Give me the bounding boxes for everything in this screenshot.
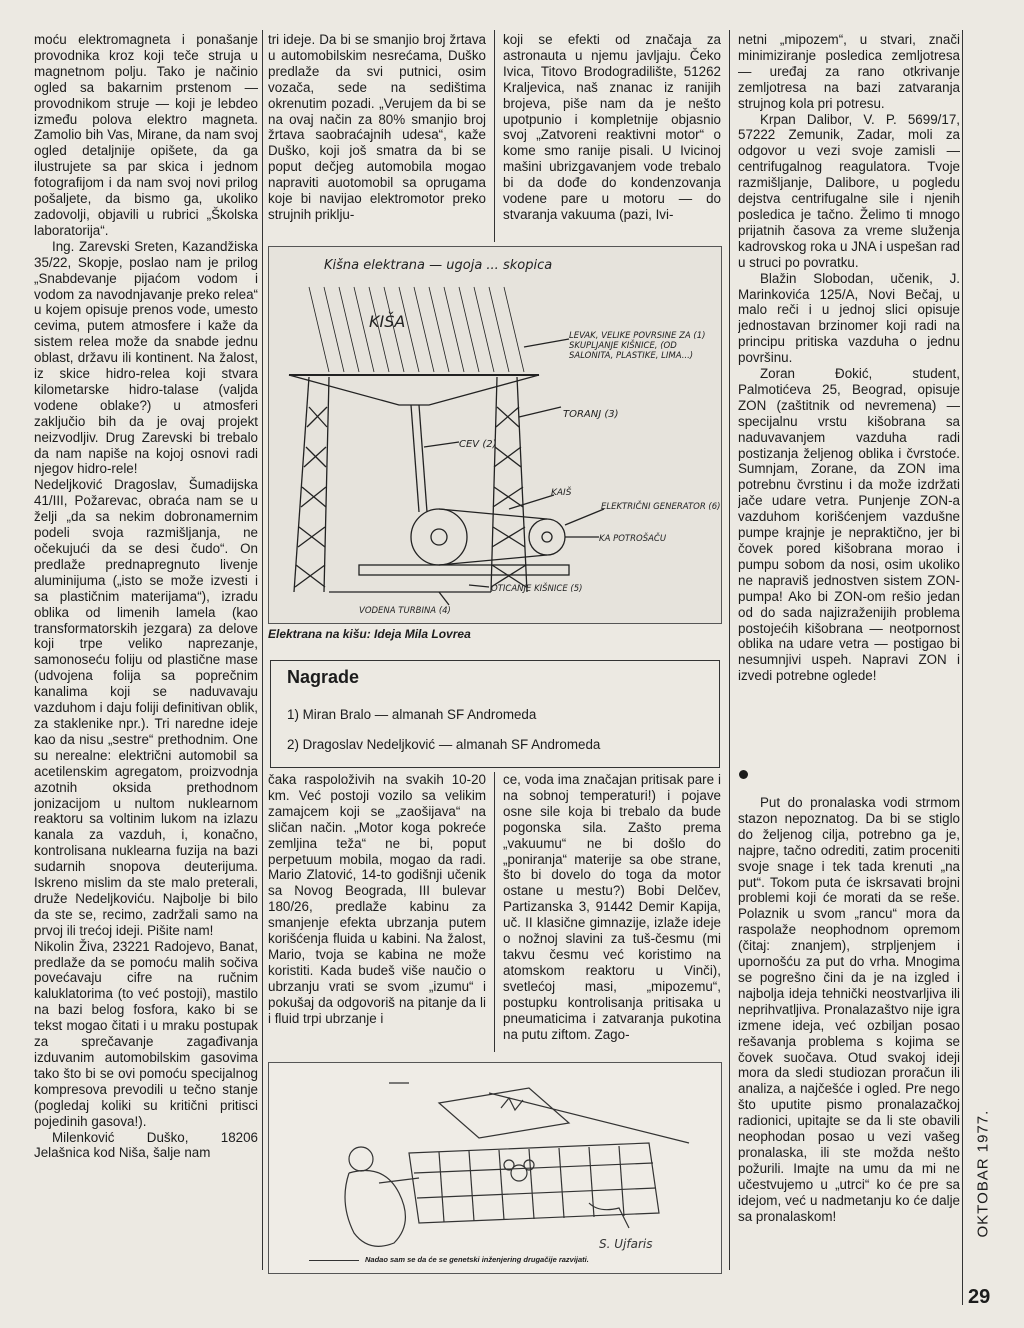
column-4-bottom <box>738 795 960 1305</box>
column-4-top <box>738 32 960 772</box>
sketch-title: Kišna elektrana — ugoja ... skopica <box>324 258 553 273</box>
label-pipe: CEV (2) <box>459 439 497 450</box>
column-2-top <box>268 32 486 242</box>
col1-para-4: Nikolin Živa, 23221 Radojevo, Banat, predlaže da se pomoću malih sočiva povećavaju cifre na ručnim kaluklatorima (to već postoji), mastilo na bazi belog fosfora, kako bi se tekst mogao čitati i u mraku postupak za sprečavanje zagađivanja izduvanim automobilskim gasovima tako što bi se ovi pomoću specijalnog kompresova prevodili u tečno stanje (pogledaj koliki su kritični pritisci pojedinih gasova!). <box>34 938 258 1129</box>
cartoon-signature: S. Ujfaris <box>599 1237 653 1251</box>
label-turbine: VODENA TURBINA (4) <box>359 606 451 616</box>
left-tower <box>294 377 329 592</box>
col1-para-1: moću elektromagneta i ponašanje provodnika kroz koji teče struja u magnetnom polju. Tako je načinio ogled sa bakarnim prstenom — provodnikom struje — koji je lebdeo između polova elektro magneta. Zamolio bih Vas, Mirane, da nam svoj ogled detaljnije opišete, da ga ilustrujete sa par skica i jednom fotografijom i da nam svoj novi prilog pošaljete, da bismo ga, ukoliko zadovolji, objavili u rubrici „Školska laboratorija“. <box>34 32 258 238</box>
sketch-drawing <box>269 247 721 623</box>
col1-para-2: Ing. Zarevski Sreten, Kazandžiska 35/22, Skopje, poslao nam je prilog „Snabdevanje pijaćom vodom i vodom za navodnjavanje preko relea“ u kojem opisuje prenos vode, umesto cevima, putem atmosfere i kaže da sistem relea može da snabde jednu oblast, državu ili kontinent. Na žalost, iz skice hidro-relea koji stvara kilometarske hidro-talase (valjda vodene oblake?) u atmosferi zaključio bih da je ovaj projekt neizvodljiv. Drug Zarevski bi trebalo da nam napiše na kojoj osnovi radi njegov hidro-rele! <box>34 238 258 477</box>
column-1 <box>34 32 258 1304</box>
column-3-bottom <box>503 772 721 1052</box>
turbine-wheel <box>411 509 467 565</box>
col1-para-3: Nedeljković Dragoslav, Šumadijska 41/III, Požarevac, obraća nam se u želji „da sa nekim dobronamernim podeli svoja razmišljanja, ne očekujući da se desi čudo“. On predlaže prednapregnuto livenje aluminijuma („isto se može izvesti i sa plastičnim materijama“), izradu oblika od limenih lamela (kao transformatorskih jezgara) za delove koji trpe veliko naprezanje, samonoseću foliju od plastične mase (udvojena folija sa poprečnim kanalima koji se naduvavaju vazduhom i daju foliji definitivan oblik, za staklenike npr.). Tri naredne ideje kao da nisu „sestre“ prethodnim. One su nerealne: električni automobil sa acetilenskim agregatom, proizvodnja azotnih oksida prethodnom jonizacijom u nultom nuklearnom reaktoru sa voltinim lukom na izlazu kanala za vazduh, i, konačno, kontrolisana nuklearna fuzija na bazi sudarnih snopova deuterijuma. Iskreno mislim da ste malo preterali, druže Nedeljkoviću. Najbolje bi bilo da ste se, recimo, zadržali samo na prvoj ili trećoj ideji. Pišite nam! <box>34 477 258 938</box>
margin-rule <box>962 30 963 1305</box>
column-2-bottom <box>268 772 486 1052</box>
section-bullet <box>739 770 748 779</box>
figure-person <box>345 1171 405 1247</box>
prize-item: 2) Dragoslav Nedeljković — almanah SF Andromeda <box>287 737 601 752</box>
prizes-box <box>270 660 720 768</box>
prize-item: 1) Miran Bralo — almanah SF Andromeda <box>287 707 537 722</box>
label-rain: KIŠA <box>369 312 406 331</box>
col4-para-1: netni „mipozem“, u stvari, znači minimiziranje posledica zemljotresa — uređaj za rano otkrivanje zemljotresa na bazi zatvaranja strujnog kola pri potresu. <box>738 32 960 111</box>
column-divider <box>494 30 495 242</box>
cartoon-caption: Nadao sam se da će se genetski inženjering drugačije razvijati. <box>365 1255 589 1264</box>
funnel-shape <box>289 375 539 405</box>
page-number: 29 <box>968 1286 991 1308</box>
label-towers: TORANJ (3) <box>563 409 619 420</box>
label-outlet: OTICANJE KIŠNICE (5) <box>491 584 583 594</box>
label-belt: KAIŠ <box>551 488 572 498</box>
col4-para-3: Blažin Slobodan, učenik, J. Marinkovića 125/A, Novi Bečaj, u malo reči i u jednoj slici opisuje jednostavan brzinomer koji radi na principu pritiska vazduha o jednu površinu. <box>738 270 960 366</box>
col4-para-4: Zoran Đokić, student, Palmotićeva 25, Beograd, opisuje ZON (zaštitnik od nevremena) — specijalnu vrstu kišobrana sa naduvavanjem vazduha radi postizanja željenog oblika i čvrstoće. Sumnjam, Zorane, da ZON ima potrebnu čvrstinu i da može izdržati jače udare vetra. Punjenje ZON-a vazduhom korišćenjem vazdušne pumpe krajnje je nepraktično, jer bi čovek pored kišobrana morao i pumpu sobom da nosi, osim ukoliko ne napraviš jednostven sistem ZON-pumpa! Ako bi ZON-om rešio jedan od do sada najizraženijih problema postojećih kišobrana — neotpornost oblika na udare vetra — postigao bi nesumnjivi uspeh. Napravi ZON i izvedi potrebne oglede! <box>738 366 960 684</box>
rain-power-plant-sketch <box>268 246 722 624</box>
prizes-title: Nagrade <box>287 667 360 687</box>
caption-rule <box>309 1260 359 1261</box>
generator-wheel <box>529 519 565 555</box>
cartoon-drawing <box>269 1063 721 1273</box>
col3-top-text: koji se efekti od značaja za astronauta u njemu javljaju. Čeko Ivica, Titovo Brodogradilište, 51262 Kraljevica, naš znanac iz ranijih brojeva, piše nam da je nešto upotpunio i kompletnije objasnio svoj „Zatvoreni reaktivni motor“ o kome smo ranije pisali. U Ivicinoj mašini ubrizgavanjem vode trebalo bi da dođe do kondenzovanja vodene pare u motoru — do stvaranja vakuuma (pazi, Ivi- <box>503 32 721 222</box>
label-funnel: LEVAK, VELIKE POVRŠINE ZA (1) SKUPLJANJE KIŠNICE, (OD SALONITA, PLASTIKE, LIMA...) <box>569 331 706 361</box>
col2-top-text: tri ideje. Da bi se smanjio broj žrtava u automobilskim nesrećama, Duško predlaže da svi putnici, osim vozača, sede na sedištima okrenutim pozadi. „Verujem da bi se na ovaj način za 80% smanjio broj žrtava saobraćajnih udesa“, kaže Duško, koji još smatra da bi se poput dečjeg automobila mogao napraviti auotomobil sa oprugama koje bi navijao elektromotor preko strujnih priklju- <box>268 32 486 222</box>
col4-para-2: Krpan Dalibor, V. P. 5699/17, 57222 Zemunik, Zadar, moli za odgovor u vezi svoje zamisli — centrifugalnog reagulatora. Tvoje razmišljanje, Dalibore, u pogledu dejstva centrifugalne sile i njenih posledica je tačno. Želimo ti mnogo prijatnih časova za vreme služenja kadrovskog roka u JNA i uspešan rad u struci po povratku. <box>738 111 960 270</box>
column-divider <box>262 30 263 1270</box>
label-generator: ELEKTRIČNI GENERATOR (6) <box>601 502 721 512</box>
label-consumer: KA POTROŠAČU <box>599 534 667 544</box>
col3-bottom-text: ce, voda ima značajan pritisak pare i na sobnoj temperaturi!) i pojave osne sile koja bi trebalo da bude pogonska sila. Zašto prema „vakuumu“ ne bi došlo do „poniranja“ materije sa obe strane, što bi dovelo do toga da motor ostane u mestu?) Bobi Delčev, Partizanska 3, 91442 Demir Kapija, uč. II klasične gimnazije, izlaže ideje o nožnoj slavini za tuš-česmu (mi takvu česmu već koristimo na atomskom reaktoru u Vinči), svetlećoj masi, „mipozemu“, postupku kontrolisanja pritisaka u pneumaticima i zatvaranja pukotina na putu ziftom. Zago- <box>503 772 721 1042</box>
rain-hatching <box>309 287 524 372</box>
column-3-top <box>503 32 721 242</box>
column-divider <box>494 772 495 1052</box>
col4-bottom-text: Put do pronalaska vodi strmom stazon nepoznatog. Da bi se stiglo do željenog cilja, potrebno ga je, najpre, tačno odrediti, zatim proceniti svoje snage i tek tada krenuti „na put“. Tokom puta će iskrsavati brojni problemi koji će morati da se reše. Polaznik u svom „rancu“ mora da raspolaže neophodnom opremom (čitaj: znanjem), strpljenjem i upornošću za put do vrha. Mnogima se pogrešno čini da je na izgled i najbolja ideja tehnički neostvarljiva ili neprihvatljiva. Pronalazaštvo nije igra izmene ideja, već ozbiljan posao rešavanja problema s kojima se čovek suočava. Otud svakoj ideji mora da sledi studiozan proračun ili analiza, a najčešće i ogled. Pre nego što uputite pismo pronalazačkoj radionici, upitajte se da li ste obavili neophodan posao u vezi vašeg pronalaska, ili ste možda nešto požurili. Imajte na umu da mi ne učestvujemo u „utrci“ ko će pre sa idejom, već u nadmetanju ko će dalje sa pronalaskom! <box>738 795 960 1224</box>
figure-caption: Elektrana na kišu: Ideja Mila Lovrea <box>268 627 471 641</box>
col2-bottom-text: čaka raspoloživih na svakih 10-20 km. Već postoji vozilo sa velikim zamajcem koji se „zaošijava“ na sličan način. „Motor koga pokreće zemljina teža“ ne bi, poput perpetuum mobila, mogao da radi. Mario Zlatović, 14-to godišnji učenik sa Novog Beograda, III bulevar 180/26, predlaže kabinu za smanjenje efekta ubrzanja putem korišćenja fluida u kabini. Na žalost, Mario, tvoja se kabina ne može koristiti. Kada budeš više naučio o ubrzanju vrati se svom „izumu“ i pokušaj da odgovoriš na pitanje da li i fluid trpi ubrzanje i <box>268 772 486 1026</box>
cartoon-illustration <box>268 1062 722 1274</box>
column-divider <box>729 30 730 1270</box>
issue-date: OKTOBAR 1977. <box>974 1109 992 1238</box>
col1-para-5: Milenković Duško, 18206 Jelašnica kod Niša, šalje nam <box>34 1129 258 1161</box>
